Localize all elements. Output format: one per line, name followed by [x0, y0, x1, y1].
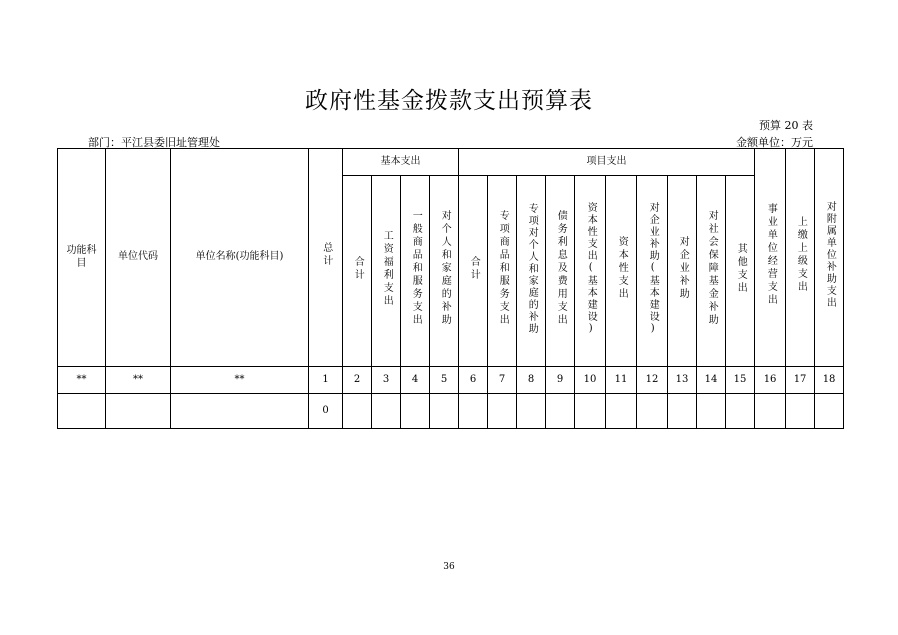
index-cell: 1 [309, 367, 343, 394]
data-cell [488, 394, 517, 429]
data-cell [106, 394, 171, 429]
data-cell [171, 394, 309, 429]
data-cell [637, 394, 668, 429]
data-cell-total: 0 [309, 394, 343, 429]
header-total: 总计 [309, 149, 343, 367]
form-number: 预算 20 表 [759, 119, 813, 132]
index-cell: 6 [459, 367, 488, 394]
header-personal: 对个人和家庭的补助 [430, 176, 459, 367]
header-upper: 上缴上级支出 [786, 149, 815, 367]
index-cell: ** [106, 367, 171, 394]
index-cell: 2 [343, 367, 372, 394]
header-business: 事业单位经营支出 [755, 149, 786, 367]
header-basic: 基本支出 [343, 149, 459, 176]
data-cell [517, 394, 546, 429]
header-special-personal: 专项对个人和家庭的补助 [517, 176, 546, 367]
data-cell [58, 394, 106, 429]
header-ent-subsidy-basic: 对企业补助(基本建设) [637, 176, 668, 367]
data-cell [786, 394, 815, 429]
header-goods: 一般商品和服务支出 [401, 176, 430, 367]
data-cell [697, 394, 726, 429]
header-basic-total: 合计 [343, 176, 372, 367]
index-cell: 18 [815, 367, 844, 394]
header-capital: 资本性支出 [606, 176, 637, 367]
page-title: 政府性基金拨款支出预算表 [305, 88, 593, 114]
header-other: 其他支出 [726, 176, 755, 367]
data-cell [575, 394, 606, 429]
data-cell [430, 394, 459, 429]
index-cell: 12 [637, 367, 668, 394]
header-proj-total: 合计 [459, 176, 488, 367]
index-cell: 11 [606, 367, 637, 394]
data-row [58, 394, 844, 429]
header-social: 对社会保障基金补助 [697, 176, 726, 367]
department-label: 部门：平江县委旧址管理处 [88, 136, 220, 149]
index-cell: 4 [401, 367, 430, 394]
header-affiliated: 对附属单位补助支出 [815, 149, 844, 367]
index-cell: 17 [786, 367, 815, 394]
header-project: 项目支出 [459, 149, 755, 176]
data-cell [401, 394, 430, 429]
data-cell [459, 394, 488, 429]
header-debt: 债务利息及费用支出 [546, 176, 575, 367]
index-cell: 13 [668, 367, 697, 394]
data-cell [343, 394, 372, 429]
header-special-goods: 专项商品和服务支出 [488, 176, 517, 367]
index-cell: ** [171, 367, 309, 394]
amount-unit-label: 金额单位：万元 [736, 136, 813, 149]
data-cell [606, 394, 637, 429]
header-ent-subsidy: 对企业补助 [668, 176, 697, 367]
index-cell: 8 [517, 367, 546, 394]
budget-table [57, 148, 844, 429]
data-cell [546, 394, 575, 429]
index-row [58, 367, 844, 394]
index-cell: 15 [726, 367, 755, 394]
data-cell [815, 394, 844, 429]
data-cell [755, 394, 786, 429]
index-cell: 16 [755, 367, 786, 394]
index-cell: 9 [546, 367, 575, 394]
index-cell: 14 [697, 367, 726, 394]
header-unit-code: 单位代码 [106, 149, 171, 367]
page-number: 36 [443, 562, 455, 572]
index-cell: 5 [430, 367, 459, 394]
header-unit-name: 单位名称(功能科目) [171, 149, 309, 367]
data-cell [668, 394, 697, 429]
header-capital-basic: 资本性支出(基本建设) [575, 176, 606, 367]
header-wages: 工资福利支出 [372, 176, 401, 367]
data-cell [372, 394, 401, 429]
header-func-subject: 功能科目 [58, 149, 106, 367]
index-cell: 10 [575, 367, 606, 394]
index-cell: 7 [488, 367, 517, 394]
index-cell: ** [58, 367, 106, 394]
data-cell [726, 394, 755, 429]
index-cell: 3 [372, 367, 401, 394]
